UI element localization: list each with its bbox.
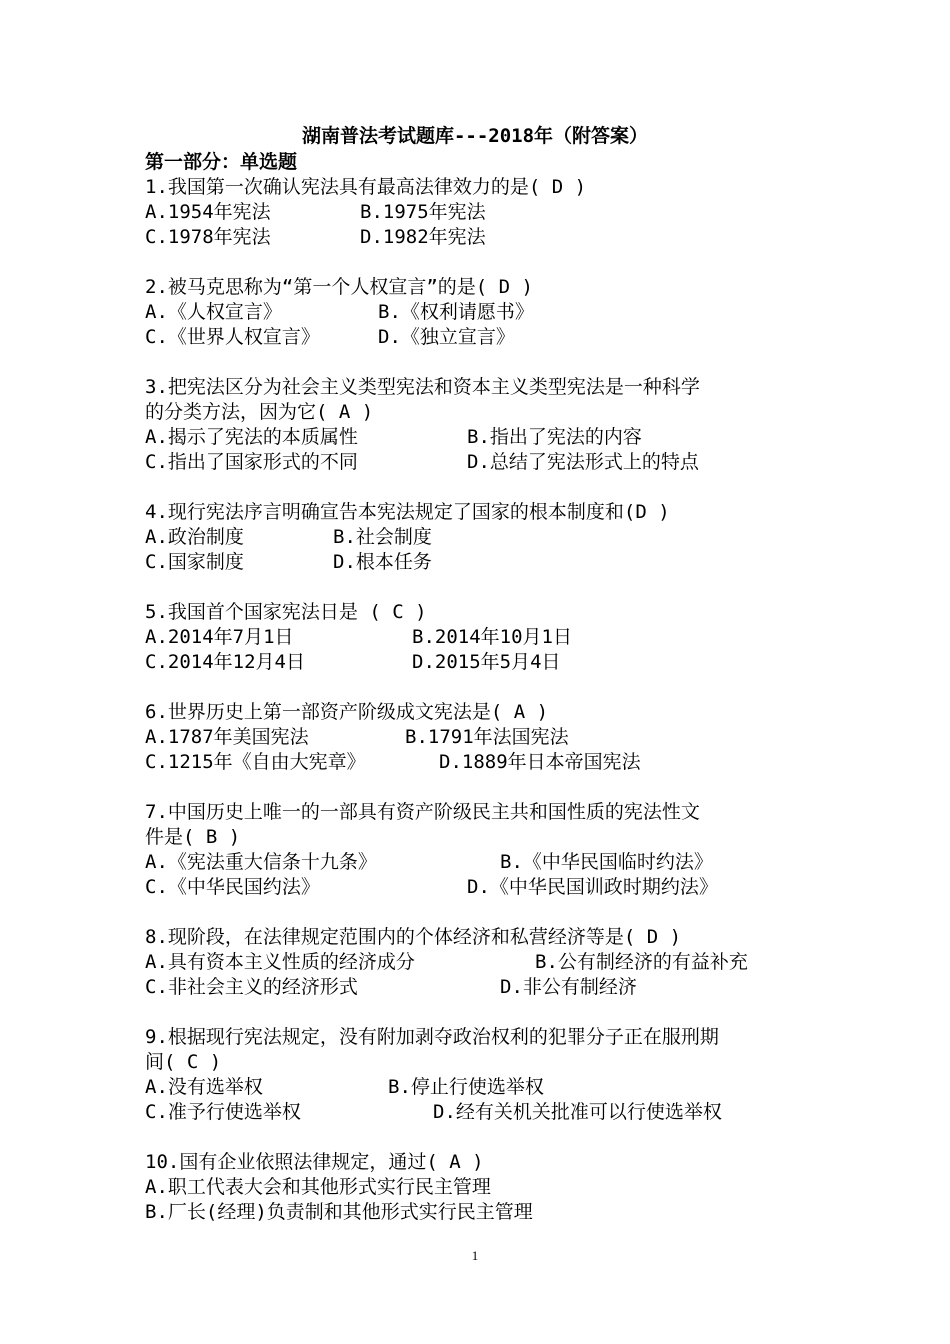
option-row [145,325,815,350]
option-a: A.揭示了宪法的本质属性 [145,426,358,448]
spacer [145,350,815,375]
option-b: B.停止行使选举权 [388,1076,544,1098]
option-c: C.《世界人权宣言》 [145,326,320,348]
question-5 [145,600,815,675]
question-text: 的分类方法，因为它( A ) [145,401,374,423]
option-row [145,950,815,975]
question-7 [145,800,815,900]
option-d: D.2015年5月4日 [412,651,561,673]
page-number: 1 [471,1248,479,1263]
option-a: A.《宪法重大信条十九条》 [145,851,377,873]
option-row [145,200,815,225]
option-b: B.《权利请愿书》 [378,301,534,323]
option-a: A.2014年7月1日 [145,626,294,648]
option-row [145,975,815,1000]
question-6 [145,700,815,775]
option-row [145,425,815,450]
option-b: B.社会制度 [333,526,432,548]
option-d: D.1982年宪法 [360,226,486,248]
option-d: D.1889年日本帝国宪法 [439,751,641,773]
option-a: A.1787年美国宪法 [145,726,309,748]
option-b: B.《中华民国临时约法》 [500,851,713,873]
question-text: 1.我国第一次确认宪法具有最高法律效力的是( D ) [145,176,587,198]
question-4 [145,500,815,575]
spacer [145,575,815,600]
option-row [145,225,815,250]
option-b: B.2014年10月1日 [412,626,572,648]
spacer [145,475,815,500]
option-row [145,1075,815,1100]
question-text: 3.把宪法区分为社会主义类型宪法和资本主义类型宪法是一种科学 [145,376,700,398]
question-8 [145,925,815,1000]
option-row [145,750,815,775]
option-b: B.厂长(经理)负责制和其他形式实行民主管理 [145,1201,533,1223]
question-2 [145,275,815,350]
option-c: C.1978年宪法 [145,226,271,248]
spacer [145,900,815,925]
option-row [145,550,815,575]
question-text: 7.中国历史上唯一的一部具有资产阶级民主共和国性质的宪法性文 [145,801,700,823]
option-c: C.2014年12月4日 [145,651,305,673]
option-row [145,300,815,325]
spacer [145,250,815,275]
option-c: C.指出了国家形式的不同 [145,451,358,473]
option-b: B.1975年宪法 [360,201,486,223]
option-row [145,850,815,875]
question-text: 9.根据现行宪法规定，没有附加剥夺政治权利的犯罪分子正在服刑期 [145,1026,719,1048]
option-a: A.职工代表大会和其他形式实行民主管理 [145,1176,491,1198]
option-row [145,725,815,750]
option-c: C.非社会主义的经济形式 [145,976,358,998]
question-text: 10.国有企业依照法律规定，通过( A ) [145,1151,484,1173]
option-c: C.国家制度 [145,551,244,573]
option-a: A.《人权宣言》 [145,301,282,323]
question-1 [145,175,815,250]
spacer [145,775,815,800]
option-a: A.具有资本主义性质的经济成分 [145,951,415,973]
question-text: 4.现行宪法序言明确宣告本宪法规定了国家的根本制度和(D ) [145,501,670,523]
option-c: C.准予行使选举权 [145,1101,301,1123]
option-row [145,525,815,550]
option-a: A.1954年宪法 [145,201,271,223]
document-title: 湖南普法考试题库---2018年（附答案） [301,125,649,147]
question-9 [145,1025,815,1125]
option-c: C.1215年《自由大宪章》 [145,751,366,773]
option-c: C.《中华民国约法》 [145,876,320,898]
question-text: 件是( B ) [145,826,241,848]
question-text: 5.我国首个国家宪法日是 ( C ) [145,601,427,623]
option-row [145,625,815,650]
question-text: 8.现阶段，在法律规定范围内的个体经济和私营经济等是( D ) [145,926,682,948]
document-content [145,150,815,1225]
option-row [145,450,815,475]
spacer [145,675,815,700]
section-title: 第一部分：单选题 [145,151,298,173]
question-text: 2.被马克思称为“第一个人权宣言”的是( D ) [145,276,533,298]
option-d: D.根本任务 [333,551,432,573]
question-3 [145,375,815,475]
option-d: D.总结了宪法形式上的特点 [467,451,699,473]
option-b: B.指出了宪法的内容 [467,426,642,448]
question-10 [145,1150,815,1225]
option-d: D.经有关机关批准可以行使选举权 [433,1101,722,1123]
spacer [145,1125,815,1150]
option-b: B.公有制经济的有益补充 [535,951,748,973]
option-b: B.1791年法国宪法 [405,726,569,748]
spacer [145,1000,815,1025]
option-row [145,650,815,675]
question-text: 6.世界历史上第一部资产阶级成文宪法是( A ) [145,701,549,723]
option-row [145,875,815,900]
option-a: A.政治制度 [145,526,244,548]
option-d: D.《独立宣言》 [378,326,515,348]
question-text: 间( C ) [145,1051,222,1073]
option-a: A.没有选举权 [145,1076,263,1098]
option-row [145,1100,815,1125]
option-d: D.非公有制经济 [500,976,637,998]
option-d: D.《中华民国训政时期约法》 [467,876,718,898]
